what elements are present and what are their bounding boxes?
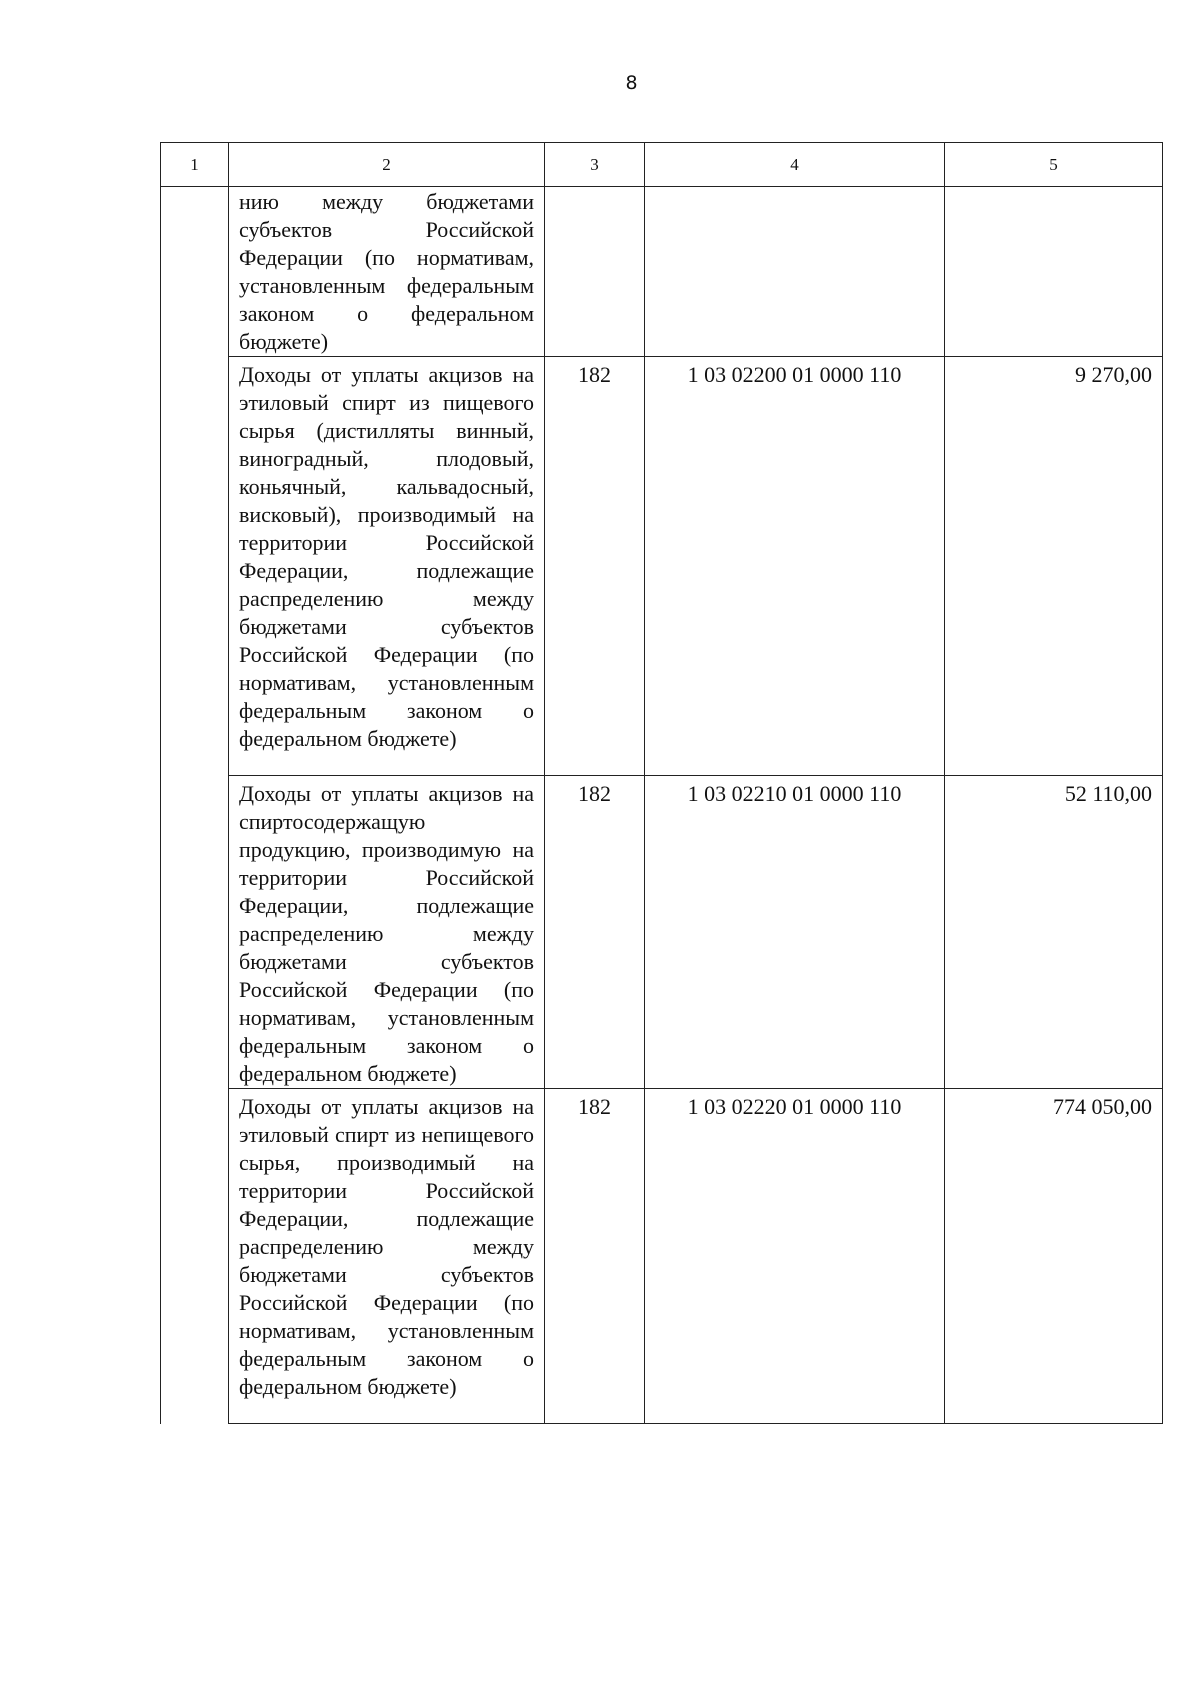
budget-classification-code: [645, 187, 945, 357]
table-body: [161, 187, 1163, 1424]
table-row: [161, 776, 1163, 1089]
table-row: [161, 1089, 1163, 1424]
amount: 774 050,00: [945, 1089, 1163, 1424]
amount: 9 270,00: [945, 357, 1163, 776]
income-description: Доходы от уплаты акцизов на этиловый спирт из непищевого сырья, производимый на территории Российской Федерации, подлежащие распределению между бюджетами субъектов Российской Федерации (по нормативам, установленным федеральным законом о федеральном бюджете): [229, 1089, 545, 1424]
header-col-5: 5: [945, 143, 1163, 187]
table-row: [161, 187, 1163, 357]
income-description: Доходы от уплаты акцизов на этиловый спирт из пищевого сырья (дистилляты винный, виноградный, плодовый, коньячный, кальвадосный, висковый), производимый на территории Российской Федерации, подлежащие распределению между бюджетами субъектов Российской Федерации (по нормативам, установленным федеральным законом о федеральном бюджете): [229, 357, 545, 776]
header-col-2: 2: [229, 143, 545, 187]
budget-classification-code: 1 03 02220 01 0000 110: [645, 1089, 945, 1424]
budget-classification-code: 1 03 02200 01 0000 110: [645, 357, 945, 776]
admin-code: 182: [545, 776, 645, 1089]
table-header: [161, 143, 1163, 187]
admin-code: 182: [545, 1089, 645, 1424]
row-number-cell: [161, 187, 229, 1424]
revenue-table: [160, 142, 1163, 1424]
income-description: Доходы от уплаты акцизов на спиртосодержащую продукцию, производимую на территории Российской Федерации, подлежащие распределению между бюджетами субъектов Российской Федерации (по нормативам, установленным федеральным законом о федеральном бюджете): [229, 776, 545, 1089]
table-row: [161, 357, 1163, 776]
budget-classification-code: 1 03 02210 01 0000 110: [645, 776, 945, 1089]
amount: 52 110,00: [945, 776, 1163, 1089]
header-col-3: 3: [545, 143, 645, 187]
header-col-4: 4: [645, 143, 945, 187]
admin-code: [545, 187, 645, 357]
page-number: 8: [625, 72, 638, 94]
amount: [945, 187, 1163, 357]
header-row: [161, 143, 1163, 187]
header-col-1: 1: [161, 143, 229, 187]
admin-code: 182: [545, 357, 645, 776]
income-description: нию между бюджетами субъектов Российской Федерации (по нормативам, установленным федеральным законом о федеральном бюджете): [229, 187, 545, 357]
